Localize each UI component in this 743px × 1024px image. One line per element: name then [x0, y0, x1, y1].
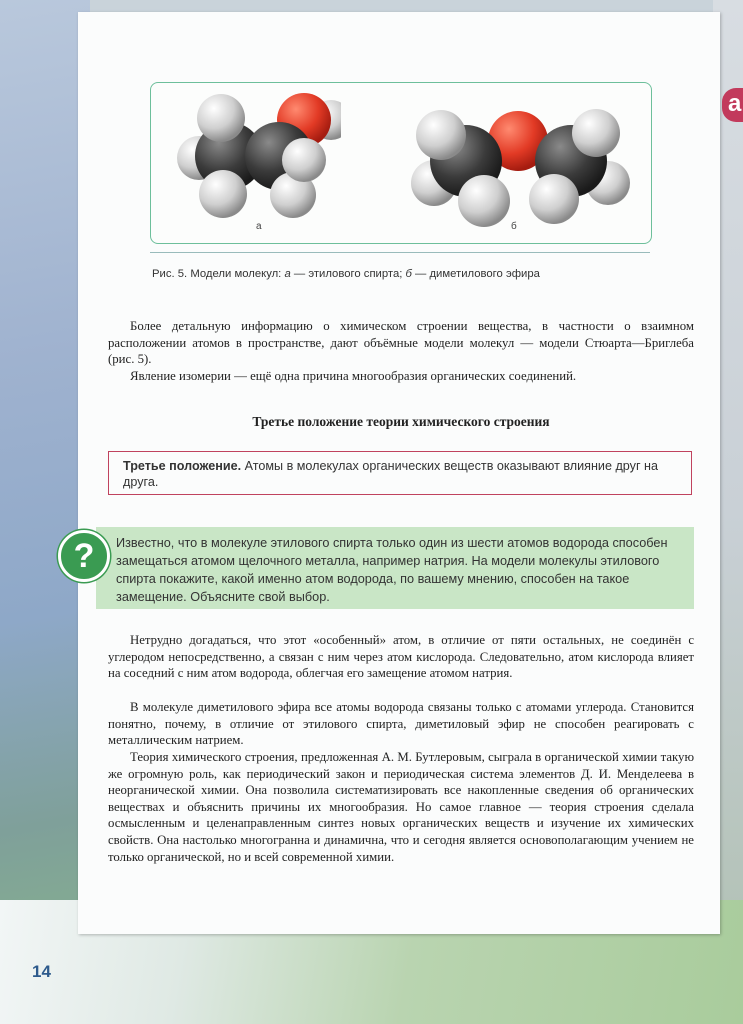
- hydrogen-atom: [572, 109, 620, 157]
- caption-divider: [150, 252, 650, 253]
- hydrogen-atom: [458, 175, 510, 227]
- hydrogen-atom: [282, 138, 326, 182]
- paragraph-isomerism: Явление изомерии — ещё одна причина многообразия органических соединений.: [130, 369, 577, 383]
- hydrogen-atom: [529, 174, 579, 224]
- hydrogen-atom: [199, 170, 247, 218]
- caption-letter-b: б: [405, 268, 412, 280]
- question-icon: ?: [58, 530, 110, 582]
- figure-frame: [150, 82, 652, 244]
- ethanol-model: [171, 88, 341, 223]
- page-number: 14: [32, 962, 51, 981]
- paragraph-dimethyl-ether: В молекуле диметилового эфира все атомы водорода связаны только с атомами углерода. Становится понятно, почему, в отличие от этилового спирта, диметиловый эфир не способен реагировать с металлическим натрием.: [108, 700, 694, 748]
- paragraph-special-atom: Нетрудно догадаться, что этот «особенный» атом, в отличие от пяти остальных, не соединён с углеродом непосредственно, а связан с ним через атом кислорода. Следовательно, атом кислорода влияет на соседний с ним атом водорода, облегчая его замещение атомом натрия.: [108, 633, 694, 681]
- background-left-gradient: [0, 0, 90, 1024]
- figure-label-a: а: [256, 221, 262, 232]
- caption-prefix: Рис. 5. Модели молекул:: [152, 268, 285, 280]
- hydrogen-atom: [416, 110, 466, 160]
- paragraph-models: Более детальную информацию о химическом строении вещества, в частности о взаимном расположении атомов в пространстве, дают объёмные модели молекул — модели Стюарта—Бриглеба (рис. 5).: [108, 319, 694, 367]
- question-box: Известно, что в молекуле этилового спирта только один из шести атомов водорода способен замещаться атомом щелочного металла, например натрия. На модели молекулы этилового спирта покажите, какой именно атом водорода, по вашему мнению, способен на такое замещение. Объясните свой выбор.: [96, 527, 694, 609]
- dimethyl-ether-model: [406, 103, 631, 228]
- caption-letter-a: а: [284, 268, 291, 280]
- hydrogen-atom: [197, 94, 245, 142]
- rule-title: Третье положение.: [123, 459, 242, 473]
- figure-caption: [152, 268, 652, 280]
- rule-text: Атомы в молекулах органических веществ оказывают влияние друг на друга.: [123, 459, 659, 489]
- caption-middle: — этилового спирта;: [290, 268, 406, 280]
- paragraph-butlerov-theory: Теория химического строения, предложенная А. М. Бутлеровым, сыграла в органической химии такую же огромную роль, как периодический закон и периодическая система элементов Д. И. Менделеева в неорганической химии. Она позволила систематизировать все накопленные сведения об органических веществах и объяснить причины их многообразия. Но самое главное — теория строения сделала осмысленным и целенаправленным синтез новых органических веществ и изучение их химических свойств. Она настолько многогранна и динамична, что и сегодня является основополагающим учением не только органической, но и всей современной химии.: [108, 750, 694, 864]
- figure-label-b: б: [511, 221, 517, 232]
- caption-end: — диметилового эфира: [411, 268, 540, 280]
- section-tab: a: [722, 88, 743, 122]
- section-heading: Третье положение теории химического строения: [252, 414, 550, 429]
- rule-box: [108, 451, 692, 495]
